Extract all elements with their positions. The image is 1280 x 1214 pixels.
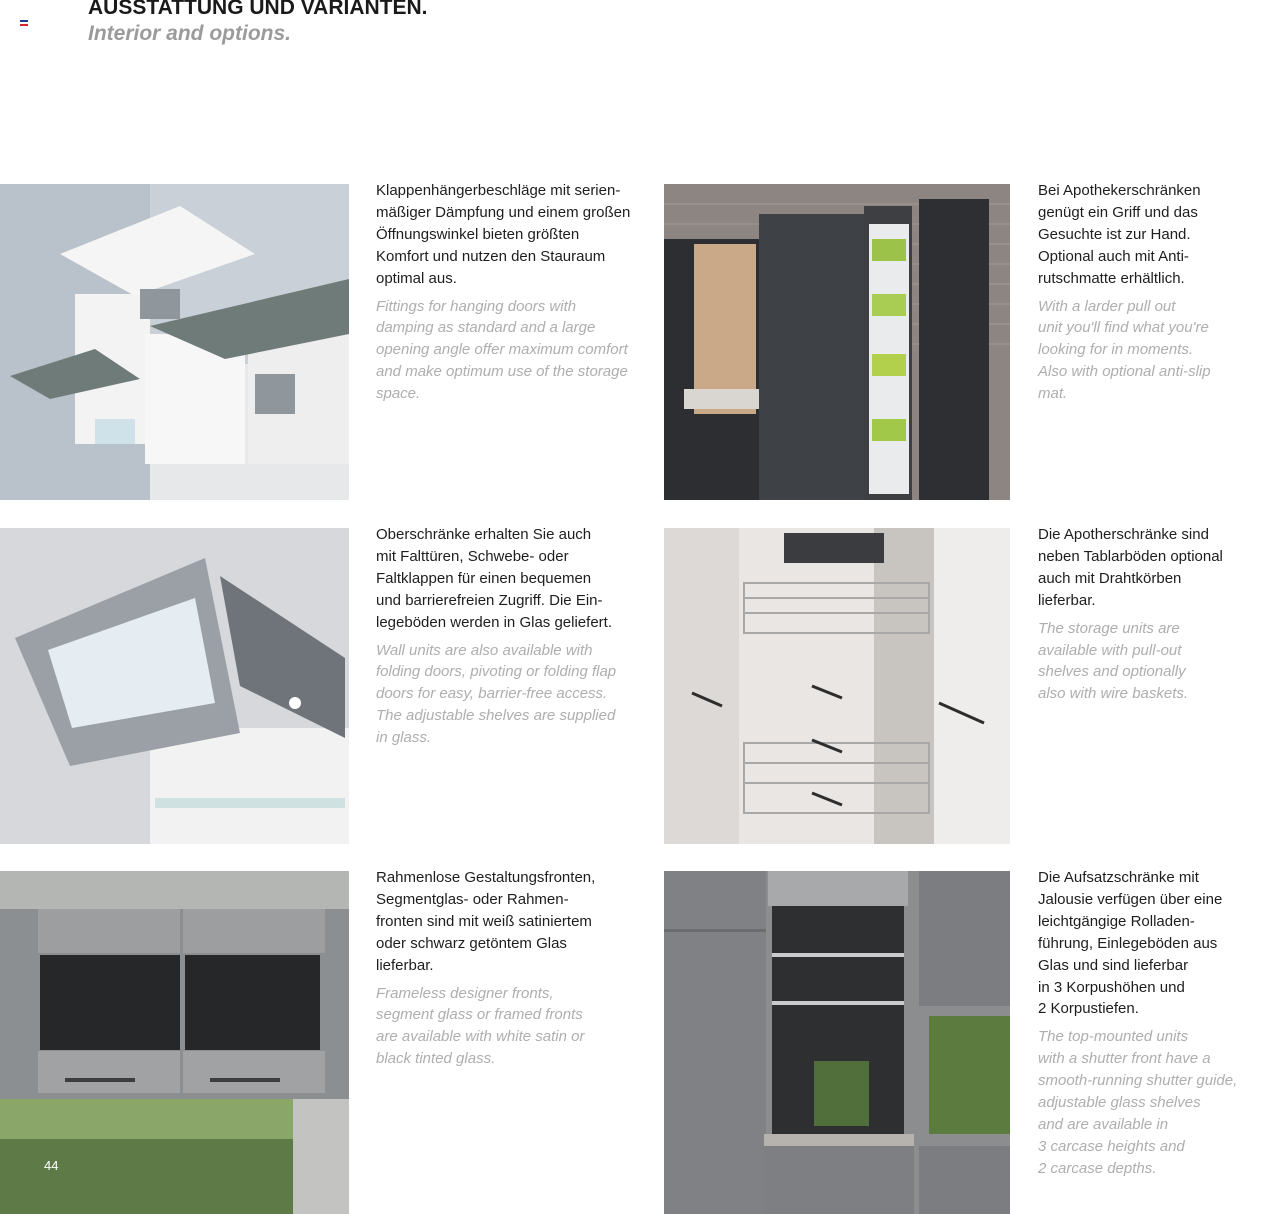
photo-lift-up-fittings — [0, 184, 349, 500]
description-english: Wall units are also available with folding doors, pivoting or folding flap doors for easy, barrier-free access. The adjustable shelves are supplied in glass. — [376, 641, 617, 747]
description-english: The storage units are available with pull-out shelves and optionally also with wire baskets. — [1038, 619, 1189, 703]
description-german: Rahmenlose Gestaltungsfronten, Segmentglas- oder Rahmen- fronten sind mit weiß satiniertem oder schwarz getöntem Glas lieferbar. — [376, 869, 596, 974]
photo-shutter-units — [664, 871, 1010, 1214]
language-flag-icon — [20, 20, 28, 26]
description-english: Fittings for hanging doors with damping as standard and a large opening angle offer maximum comfort and make optimum use of the storage space. — [376, 297, 628, 403]
page-subtitle: Interior and options. — [88, 22, 291, 45]
description-german: Bei Apothekerschränken genügt ein Griff und das Gesuchte ist zur Hand. Optional auch mit Anti- rutschmatte erhältlich. — [1038, 182, 1201, 287]
description-german: Klappenhängerbeschläge mit serien- mäßiger Dämpfung und einem großen Öffnungswinkel bieten größten Komfort und nutzen den Stauraum optimal aus. — [376, 182, 631, 287]
description-english: With a larder pull out unit you'll find what you're looking for in moments. Also with optional anti-slip mat. — [1038, 297, 1211, 403]
text-block-shutter-units — [1038, 867, 1273, 1180]
text-block-glass-fronts — [376, 867, 646, 1070]
text-block-larder-pull-out — [1038, 180, 1273, 405]
description-english: Frameless designer fronts, segment glass or framed fronts are available with white satin or black tinted glass. — [376, 984, 585, 1068]
page-title: AUSSTATTUNG UND VARIANTEN. — [88, 0, 428, 19]
flag-stripe-red — [20, 24, 28, 26]
description-german: Die Aufsatzschränke mit Jalousie verfügen über eine leichtgängige Rolladen- führung, Einlegeböden aus Glas und sind lieferbar in 3 Korpushöhen und 2 Korpustiefen. — [1038, 869, 1223, 1018]
description-german: Die Apotherschränke sind neben Tablarböden optional auch mit Drahtkörben lieferbar. — [1038, 526, 1223, 609]
photo-folding-flap-wall-unit — [0, 528, 349, 844]
photo-wire-baskets — [664, 528, 1010, 844]
text-block-lift-up-fittings — [376, 180, 646, 405]
description-german: Oberschränke erhalten Sie auch mit Falttüren, Schwebe- oder Faltklappen für einen bequemen und barrierefreien Zugriff. Die Ein- legeböden werden in Glas geliefert. — [376, 526, 612, 631]
photo-larder-pull-out — [664, 184, 1010, 500]
text-block-wire-baskets — [1038, 524, 1273, 705]
text-block-folding-flap — [376, 524, 646, 749]
page-number: 44 — [44, 1158, 59, 1173]
description-english: The top-mounted units with a shutter front have a smooth-running shutter guide, adjustable glass shelves and are available in 3 carcase heights and 2 carcase depths. — [1038, 1028, 1238, 1177]
